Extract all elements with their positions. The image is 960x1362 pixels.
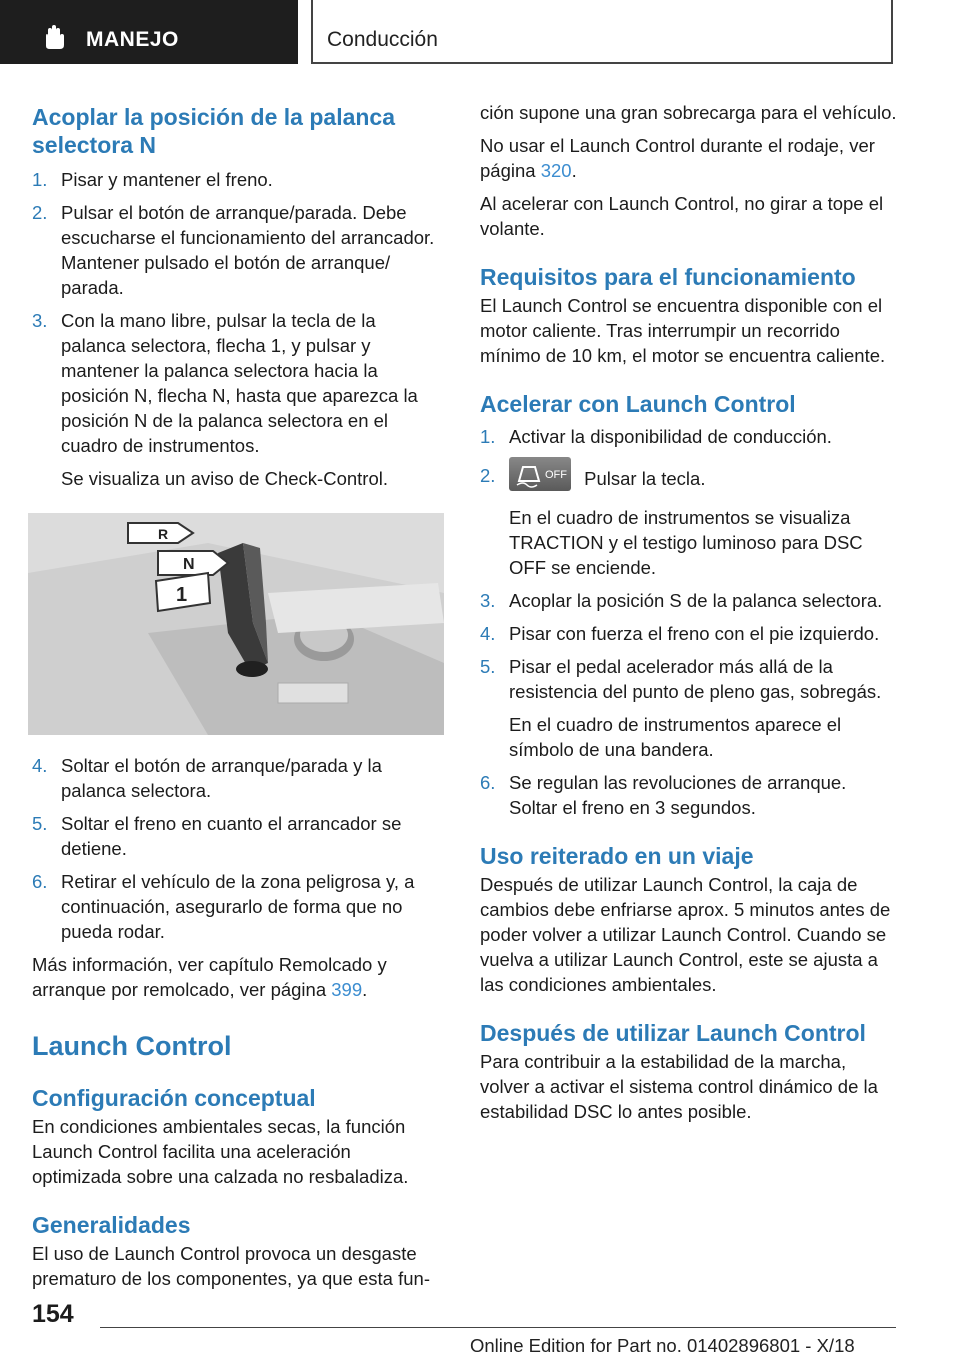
list-item: 2. Pulsar el botón de arranque/parada. Debe escucharse el funcionamiento del arrancador. Mantener pulsado el botón de arranque/ parada. [32, 202, 435, 298]
step-note: En el cuadro de instrumentos se visualiza TRACTION y el testigo luminoso para DSC OFF se enciende. [509, 507, 863, 578]
tope-paragraph: Al acelerar con Launch Control, no girar a tope el volante. [480, 193, 884, 239]
list-item: 3. Acoplar la posición S de la palanca selectora. [480, 590, 883, 611]
continued-paragraph: ción supone una gran sobrecarga para el vehículo. [480, 102, 897, 123]
list-item: 5. Pisar el pedal acelerador más allá de la resistencia del punto de pleno gas, sobregás. En el cuadro de instrumentos aparece el símbolo de una bandera. [480, 654, 898, 762]
dsc-off-button-icon [509, 457, 571, 491]
list-item: 6. Retirar el vehículo de la zona peligrosa y, a continuación, asegurarlo de forma que no pueda rodar. [32, 871, 415, 942]
steps-list-2 [32, 753, 444, 944]
list-item: 4. Pisar con fuerza el freno con el pie izquierdo. [480, 623, 880, 644]
page-link-399[interactable]: 399 [331, 979, 363, 1000]
step-note: En el cuadro de instrumentos aparece el símbolo de una bandera. [509, 714, 842, 760]
config-paragraph: En condiciones ambientales secas, la función Launch Control facilita una aceleración optimizada sobre una calzada no resbaladiza. [32, 1116, 409, 1187]
reiterado-paragraph: Después de utilizar Launch Control, la caja de cambios debe enfriarse aprox. 5 minutos antes de poder volver a utilizar Launch Control. Cuando se vuelva a utilizar Launch Control, este se ajusta a las condiciones ambientales. [480, 874, 891, 995]
list-item: 4. Soltar el botón de arranque/parada y la palanca selectora. [32, 755, 382, 801]
step-note: Se visualiza un aviso de Check-Control. [61, 468, 388, 489]
heading-config: Configuración conceptual [32, 1085, 316, 1111]
arrow-label-n: N [183, 556, 195, 573]
left-column [32, 100, 444, 1291]
chapter-tab [0, 0, 298, 64]
requisitos-paragraph: El Launch Control se encuentra disponible con el motor caliente. Tras interrumpir un recorrido mínimo de 10 km, el motor se encuentra caliente. [480, 295, 886, 366]
list-item: 2. OFF Pulsar la tecla. En el cuadro de instrumentos se visualiza TRACTION y el testigo luminoso para DSC OFF se enciende. [480, 463, 898, 580]
steps-list-launch [480, 424, 898, 820]
chapter-title: MANEJO [86, 28, 179, 51]
svg-text:OFF: OFF [545, 469, 567, 481]
rodaje-paragraph: No usar el Launch Control durante el rodaje, ver página 320. [480, 135, 875, 181]
footer-divider [100, 1327, 896, 1328]
heading-acoplar: Acoplar la posición de la palanca selectora N [32, 104, 396, 158]
page-number: 154 [32, 1300, 74, 1328]
heading-generalidades: Generalidades [32, 1212, 191, 1238]
page-link-320[interactable]: 320 [540, 160, 572, 181]
heading-despues: Después de utilizar Launch Control [480, 1020, 866, 1046]
heading-reiterado: Uso reiterado en un viaje [480, 843, 754, 869]
list-item: 3. Con la mano libre, pulsar la tecla de la palanca selectora, flecha 1, y pulsar y mantener la palanca selectora hacia la posición N, flecha N, hasta que aparezca la posición N de la palanca selectora en el cuadro de instrumentos. Se visualiza un aviso de Check-Control. [32, 308, 444, 491]
heading-requisitos: Requisitos para el funcionamiento [480, 264, 856, 290]
general-paragraph: El uso de Launch Control provoca un desgaste prematuro de los componentes, ya que esta fun- [32, 1243, 430, 1289]
list-item: 1. Pisar y mantener el freno. [32, 169, 273, 190]
hand-icon [42, 24, 68, 50]
list-item: 1. Activar la disponibilidad de conducción. [480, 426, 832, 447]
list-item: 5. Soltar el freno en cuanto el arrancador se detiene. [32, 813, 402, 859]
despues-paragraph: Para contribuir a la estabilidad de la marcha, volver a activar el sistema control dinámico de la estabilidad DSC lo antes posible. [480, 1051, 878, 1122]
steps-list-1 [32, 167, 444, 491]
selector-lever-illustration [28, 513, 444, 735]
list-item: 6. Se regulan las revoluciones de arranque. Soltar el freno en 3 segundos. [480, 772, 847, 818]
more-info-paragraph: Más información, ver capítulo Remolcado y arranque por remolcado, ver página 399. [32, 954, 387, 1000]
arrow-label-r: R [158, 526, 169, 542]
arrow-label-1: 1 [176, 584, 188, 606]
section-tab [311, 0, 893, 64]
right-column [480, 100, 898, 1124]
heading-acelerar: Acelerar con Launch Control [480, 391, 796, 417]
selector-lever-photo [28, 513, 444, 735]
section-title: Conducción [327, 28, 438, 51]
heading-launch-control: Launch Control [32, 1031, 232, 1061]
edition-text: Online Edition for Part no. 01402896801 - X/18 [470, 1335, 855, 1356]
